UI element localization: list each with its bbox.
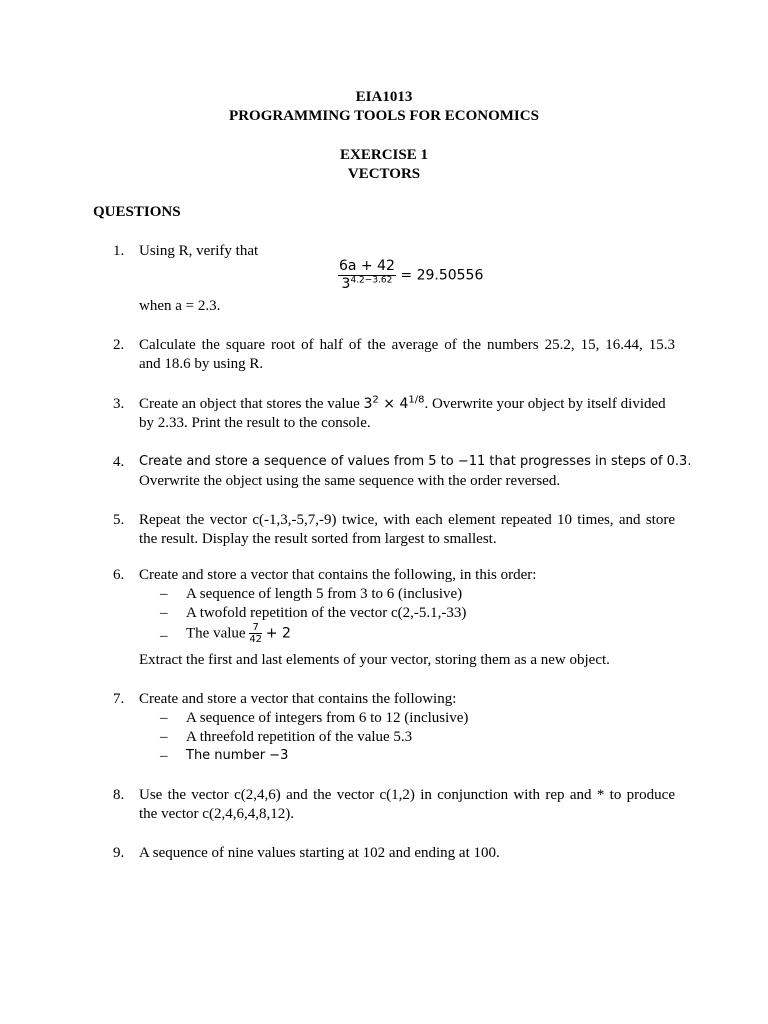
list-item-label: The value <box>186 625 246 642</box>
question-text-pre: Create an object that stores the value <box>139 396 364 412</box>
question-number: 5. <box>113 512 125 528</box>
question-text-line-1: Calculate the square root of half of the average of the numbers 25.2, 15, 16.44, 15.3 <box>139 337 675 353</box>
equation-denominator <box>338 276 396 293</box>
question-text-post: . Overwrite your object by itself divided <box>424 396 666 412</box>
question-number: 1. <box>113 243 125 259</box>
equation-fraction <box>338 258 396 293</box>
question-followup: Extract the first and last elements of your vector, storing them as a new object. <box>139 652 610 668</box>
times-symbol: × <box>378 396 400 412</box>
equation-result: = 29.50556 <box>400 267 484 284</box>
base-b: 4 <box>399 396 409 412</box>
question-text-line-1: Create and store a sequence of values from 5 to −11 that progresses in steps of 0.3. <box>139 454 692 469</box>
question-text-line-1: Use the vector c(2,4,6) and the vector c(1,2) in conjunction with rep and * to produce <box>139 787 675 803</box>
question-number: 9. <box>113 845 125 861</box>
bullet-dash: – <box>160 729 168 745</box>
list-item: A sequence of integers from 6 to 12 (inclusive) <box>186 710 469 726</box>
question-number: 6. <box>113 567 125 583</box>
course-title: PROGRAMMING TOOLS FOR ECONOMICS <box>229 108 539 124</box>
question-number: 8. <box>113 787 125 803</box>
question-number: 2. <box>113 337 125 353</box>
course-code: EIA1013 <box>355 89 413 105</box>
bullet-dash: – <box>160 748 168 764</box>
bullet-dash: – <box>160 605 168 621</box>
question-text: Create and store a vector that contains the following, in this order: <box>139 567 537 583</box>
question-text-line-1: Repeat the vector c(-1,3,-5,7,-9) twice, with each element repeated 10 times, and store <box>139 512 675 528</box>
equation <box>338 258 483 293</box>
fraction-plus: + 2 <box>265 625 291 642</box>
question-text-line-2: the result. Display the result sorted from largest to smallest. <box>139 531 497 547</box>
question-text-line-2: by 2.33. Print the result to the console. <box>139 415 371 431</box>
question-condition: when a = 2.3. <box>139 298 221 314</box>
exponent-a: 2 <box>372 394 379 406</box>
question-text-line-2: and 18.6 by using R. <box>139 356 264 372</box>
fraction-numerator: 7 <box>249 622 262 634</box>
equation-numerator: 6a + 42 <box>339 258 395 274</box>
question-text: Using R, verify that <box>139 243 259 259</box>
bullet-dash: – <box>160 586 168 602</box>
fraction-denominator: 42 <box>249 634 263 645</box>
question-text: Create and store a vector that contains the following: <box>139 691 457 707</box>
list-item: The number −3 <box>186 748 289 763</box>
base-a: 3 <box>363 396 373 412</box>
list-item: A sequence of length 5 from 3 to 6 (inclusive) <box>186 586 463 602</box>
question-text-line-2: the vector c(2,4,6,4,8,12). <box>139 806 294 822</box>
value-fraction <box>249 622 262 645</box>
question-text: A sequence of nine values starting at 102 and ending at 100. <box>139 845 500 861</box>
list-item <box>186 622 291 645</box>
bullet-dash: – <box>160 628 168 644</box>
question-text-line-2: Overwrite the object using the same sequence with the order reversed. <box>139 473 561 489</box>
question-number: 4. <box>113 454 125 470</box>
bullet-dash: – <box>160 710 168 726</box>
questions-heading: QUESTIONS <box>93 204 181 220</box>
list-item: A threefold repetition of the value 5.3 <box>186 729 413 745</box>
question-number: 3. <box>113 396 125 412</box>
power-expression <box>364 396 425 412</box>
question-text-line-1 <box>139 395 666 413</box>
exponent-b: 1/8 <box>408 394 425 406</box>
list-item: A twofold repetition of the vector c(2,-5.1,-33) <box>186 605 467 621</box>
question-number: 7. <box>113 691 125 707</box>
denominator-base: 3 <box>341 276 351 292</box>
exercise-topic: VECTORS <box>347 166 421 182</box>
exercise-number: EXERCISE 1 <box>340 147 428 163</box>
denominator-exponent: 4.2−3.62 <box>350 275 393 286</box>
